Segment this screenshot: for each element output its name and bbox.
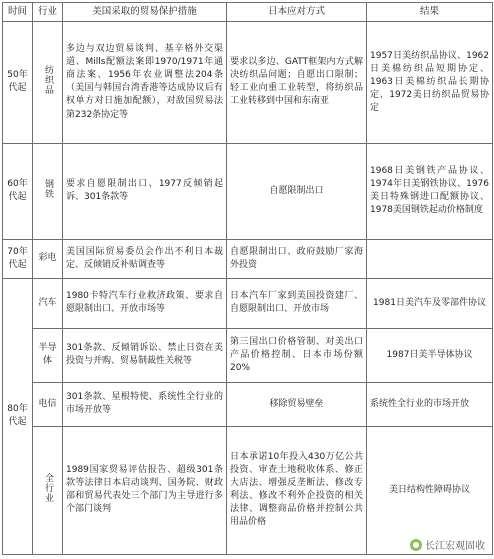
watermark xyxy=(407,536,488,553)
industry-cell xyxy=(33,22,63,144)
era-cell: 80年代起 xyxy=(3,278,33,554)
result-cell xyxy=(367,239,493,278)
era-cell: 70年代起 xyxy=(3,239,33,278)
header-industry: 行业 xyxy=(33,3,63,22)
measures-cell: 美国国际贸易委员会作出不利日本裁定、反倾销反补贴调查等 xyxy=(63,239,227,278)
table-row xyxy=(3,278,493,328)
response-cell: 自愿限制出口、政府鼓励厂家海外投资 xyxy=(227,239,367,278)
result-cell: 1957日美纺织品协议、1962日美棉纺织品短期协定、1963日美棉纺织品长期协定、1972美日纺织品贸易协定 xyxy=(367,22,493,144)
measures-cell: 1980卡特汽车行业救济政策、要求自愿限制出口、开放市场等 xyxy=(63,278,227,328)
industry-label: 纺织品 xyxy=(43,64,54,95)
measures-cell: 要求自愿限制出口、1977反倾销起诉、301条款等 xyxy=(63,143,227,239)
industry-label: 全行业 xyxy=(43,472,54,503)
table-row xyxy=(3,22,493,144)
response-cell: 移除贸易壁垒 xyxy=(227,383,367,427)
result-cell: 1968日美钢铁产品协议、1974年日美钢铁协议、1976美日特殊钢进口配额协议、1978美国钢铁起动价格制度 xyxy=(367,143,493,239)
result-cell: 系统性全行业的市场开放 xyxy=(367,383,493,427)
response-cell: 第三国出口价格管制、对美出口产品价格控制、日本市场份额20% xyxy=(227,328,367,382)
measures-cell: 301条款、反倾销诉讼、禁止日资在美投资与并购、贸易制裁性关税等 xyxy=(63,328,227,382)
header-row xyxy=(3,3,493,22)
watermark-text: 长江宏观固收 xyxy=(425,541,485,552)
result-cell: 1987日美半导体协议 xyxy=(367,328,493,382)
measures-cell: 301条款、星根特使、系统性全行业的市场开放等 xyxy=(63,383,227,427)
response-cell: 日本汽车厂家到美国投资建厂、自愿限制出口、开放市场 xyxy=(227,278,367,328)
industry-cell: 电信 xyxy=(33,383,63,427)
industry-cell: 半导体 xyxy=(33,328,63,382)
header-measures: 美国采取的贸易保护措施 xyxy=(63,3,227,22)
header-time: 时间 xyxy=(3,3,33,22)
table-row xyxy=(3,383,493,427)
response-cell: 日本承诺10年投入430万亿公共投资、审查土地税收体系、修正大店法、增强反垄断法、修改专利法、修改不利外企投资的相关法律、调整商品价格并控制公共用品价格 xyxy=(227,426,367,554)
industry-cell: 汽车 xyxy=(33,278,63,328)
table-row xyxy=(3,239,493,278)
response-cell: 要求以多边、GATT框架内方式解决纺织品问题；自愿出口限制；轻工业向重工业转型，将纺织品工业转移到中国和东南亚 xyxy=(227,22,367,144)
measures-cell: 多边与双边贸易谈判、基辛格外交渠道、Mills配额法案即1970/1971年通商法案、1956年农业调整法204条（美国与韩国台湾香港等达成协议后有权单方对日施加配额），对敌国贸易法第232条协定等 xyxy=(63,22,227,144)
header-response: 日本应对方式 xyxy=(227,3,367,22)
trade-protection-table xyxy=(2,2,493,555)
result-cell: 美日结构性障碍协议 xyxy=(367,426,493,554)
table-row xyxy=(3,328,493,382)
wechat-logo-icon xyxy=(410,539,422,551)
industry-label: 钢铁 xyxy=(43,178,54,199)
era-cell: 50年代起 xyxy=(3,22,33,144)
measures-cell: 1989国家贸易评估报告、超级301条款等法律日本启动谈判、国务院、财政部和贸易代表处三个部门为主导进行多个部门谈判 xyxy=(63,426,227,554)
era-cell: 60年代起 xyxy=(3,143,33,239)
industry-cell xyxy=(33,426,63,554)
industry-cell xyxy=(33,143,63,239)
result-cell: 1981日美汽车及零部件协议 xyxy=(367,278,493,328)
industry-cell: 彩电 xyxy=(33,239,63,278)
header-result: 结果 xyxy=(367,3,493,22)
table-row xyxy=(3,143,493,239)
response-cell: 自愿限制出口 xyxy=(227,143,367,239)
